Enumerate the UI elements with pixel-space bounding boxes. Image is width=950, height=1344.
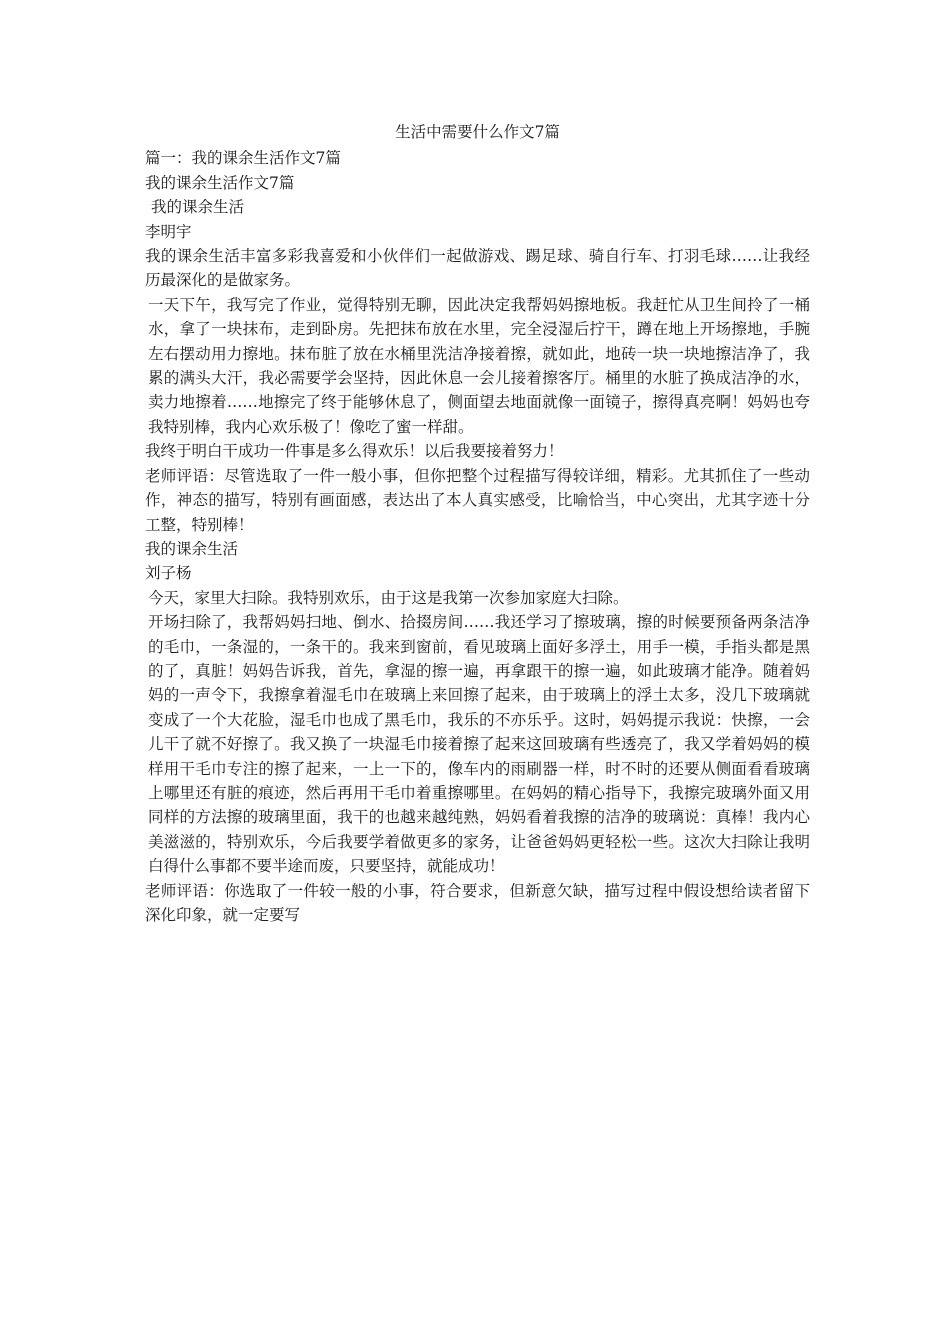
document-page [145, 120, 810, 927]
section-heading: 篇一：我的课余生活作文7篇 [145, 149, 341, 168]
essay-paragraph: 我的课余生活丰富多彩我喜爱和小伙伴们一起做游戏、踢足球、骑自行车、打羽毛球……让我经历最深化的是做家务。 [145, 247, 810, 290]
essay-title: 我的课余生活 [145, 539, 239, 558]
essay-paragraph: 今天，家里大扫除。我特别欢乐，由于这是我第一次参加家庭大扫除。 [148, 588, 629, 607]
section-subheading: 我的课余生活作文7篇 [145, 173, 295, 192]
essay-title: 我的课余生活 [151, 198, 245, 217]
essay-paragraph: 一天下午，我写完了作业，觉得特别无聊，因此决定我帮妈妈擦地板。我赶忙从卫生间拎了一桶水，拿了一块抹布，走到卧房。先把抹布放在水里，完全浸湿后拧干，蹲在地上开场擦地，手腕左右摆动用力擦地。抹布脏了放在水桶里洗洁净接着擦，就如此，地砖一块一块地擦洁净了，我累的满头大汗，我必需要学会坚持，因此休息一会儿接着擦客厅。桶里的水脏了换成洁净的水，卖力地擦着……地擦完了终于能够休息了，侧面望去地面就像一面镜子，擦得真亮啊！妈妈也夸我特别棒，我内心欢乐极了！像吃了蜜一样甜。 [148, 295, 810, 436]
essay-paragraph: 我终于明白干成功一件事是多么得欢乐！以后我要接着努力！ [145, 442, 564, 461]
essay-paragraph: 开场扫除了，我帮妈妈扫地、倒水、拾掇房间……我还学习了擦玻璃，擦的时候要预备两条洁净的毛巾，一条湿的，一条干的。我来到窗前，看见玻璃上面好多浮土，用手一模，手指头都是黑的了，真脏！妈妈告诉我，首先，拿湿的擦一遍，再拿跟干的擦一遍，如此玻璃才能净。随着妈妈的一声令下，我擦拿着湿毛巾在玻璃上来回擦了起来，由于玻璃上的浮土太多，没几下玻璃就变成了一个大花脸，湿毛巾也成了黑毛巾，我乐的不亦乐乎。这时，妈妈提示我说：快擦，一会儿干了就不好擦了。我又换了一块湿毛巾接着擦了起来这回玻璃有些透亮了，我又学着妈妈的模样用干毛巾专注的擦了起来，一上一下的，像车内的雨刷器一样，时不时的还要从侧面看看玻璃上哪里还有脏的痕迹，然后再用干毛巾着重擦哪里。在妈妈的精心指导下，我擦完玻璃外面又用同样的方法擦的玻璃里面，我干的也越来越纯熟，妈妈看着我擦的洁净的玻璃说：真棒！我内心美滋滋的，特别欢乐，今后我要学着做更多的家务，让爸爸妈妈更轻松一些。这次大扫除让我明白得什么事都不要半途而废，只要坚持，就能成功！ [148, 613, 810, 876]
essay-author: 刘子杨 [145, 564, 192, 583]
teacher-comment: 老师评语：你选取了一件较一般的小事，符合要求，但新意欠缺，描写过程中假设想给读者留下深化印象，就一定要写 [145, 881, 810, 924]
teacher-comment: 老师评语：尽管选取了一件一般小事，但你把整个过程描写得较详细，精彩。尤其抓住了一些动作，神态的描写，特别有画面感，表达出了本人真实感受，比喻恰当，中心突出，尤其字迹十分工整，特别棒！ [145, 466, 810, 534]
essay-author: 李明宇 [145, 222, 192, 241]
document-title: 生活中需要什么作文7篇 [395, 123, 560, 141]
